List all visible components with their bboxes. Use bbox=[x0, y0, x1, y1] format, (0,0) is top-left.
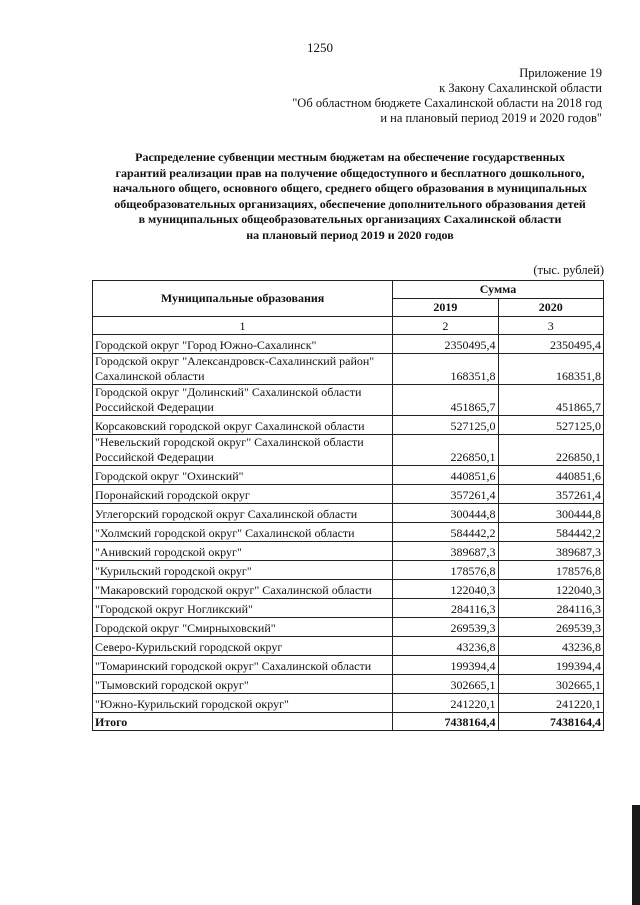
table-row bbox=[93, 675, 604, 694]
title-line: начального общего, основного общего, среднего общего образования в муниципальных bbox=[112, 181, 587, 196]
page-number: 1250 bbox=[307, 40, 333, 55]
table-row bbox=[93, 523, 604, 542]
amount-2019-cell: 168351,8 bbox=[393, 354, 498, 385]
title-line: на плановый период 2019 и 2020 годов bbox=[246, 227, 454, 242]
amount-2019-cell: 584442,2 bbox=[393, 523, 498, 542]
amount-2020-cell: 178576,8 bbox=[498, 561, 603, 580]
municipality-cell: "Южно-Курильский городской округ" bbox=[93, 694, 393, 713]
municipality-cell: Городской округ "Город Южно-Сахалинск" bbox=[93, 335, 393, 354]
total-row bbox=[93, 713, 604, 731]
table-row bbox=[93, 599, 604, 618]
municipality-cell: Городской округ "Долинский" Сахалинской области Российской Федерации bbox=[93, 385, 393, 416]
amount-2019-cell: 199394,4 bbox=[393, 656, 498, 675]
appendix-line: Приложение 19 bbox=[519, 66, 602, 80]
municipality-cell: "Городской округ Ногликский" bbox=[93, 599, 393, 618]
municipality-cell: Углегорский городской округ Сахалинской области bbox=[93, 504, 393, 523]
amount-2019-cell: 440851,6 bbox=[393, 466, 498, 485]
table-row bbox=[93, 435, 604, 466]
municipality-cell: Городской округ "Смирныховский" bbox=[93, 618, 393, 637]
amount-2020-cell: 269539,3 bbox=[498, 618, 603, 637]
document-title bbox=[90, 150, 610, 244]
table-row bbox=[93, 618, 604, 637]
total-2019: 7438164,4 bbox=[393, 713, 498, 731]
amount-2019-cell: 269539,3 bbox=[393, 618, 498, 637]
municipality-cell: Городской округ "Охинский" bbox=[93, 466, 393, 485]
amount-2020-cell: 122040,3 bbox=[498, 580, 603, 599]
total-label: Итого bbox=[93, 713, 393, 731]
header-year-2019: 2019 bbox=[393, 299, 498, 317]
amount-2020-cell: 168351,8 bbox=[498, 354, 603, 385]
amount-2020-cell: 241220,1 bbox=[498, 694, 603, 713]
scan-edge-mark bbox=[632, 805, 640, 905]
amount-2020-cell: 451865,7 bbox=[498, 385, 603, 416]
amount-2019-cell: 122040,3 bbox=[393, 580, 498, 599]
table-row bbox=[93, 637, 604, 656]
municipality-cell: Поронайский городской округ bbox=[93, 485, 393, 504]
amount-2019-cell: 226850,1 bbox=[393, 435, 498, 466]
appendix-line: и на плановый период 2019 и 2020 годов" bbox=[380, 111, 602, 125]
table-row bbox=[93, 466, 604, 485]
municipality-cell: "Анивский городской округ" bbox=[93, 542, 393, 561]
table-row bbox=[93, 504, 604, 523]
municipality-cell: "Невельский городской округ" Сахалинской области Российской Федерации bbox=[93, 435, 393, 466]
table-row bbox=[93, 354, 604, 385]
title-line: Распределение субвенции местным бюджетам на обеспечение государственных bbox=[135, 150, 565, 164]
title-line: в муниципальных общеобразовательных организациях Сахалинской области bbox=[138, 212, 562, 227]
appendix-line: "Об областном бюджете Сахалинской области на 2018 год bbox=[292, 96, 602, 110]
column-index: 3 bbox=[498, 317, 603, 335]
amount-2020-cell: 440851,6 bbox=[498, 466, 603, 485]
amount-2020-cell: 284116,3 bbox=[498, 599, 603, 618]
header-municipality: Муниципальные образования bbox=[93, 281, 393, 317]
municipality-cell: Городской округ "Александровск-Сахалинский район" Сахалинской области bbox=[93, 354, 393, 385]
amount-2020-cell: 357261,4 bbox=[498, 485, 603, 504]
table-row bbox=[93, 542, 604, 561]
municipality-cell: Корсаковский городской округ Сахалинской области bbox=[93, 416, 393, 435]
appendix-reference bbox=[292, 66, 602, 126]
municipality-cell: "Макаровский городской округ" Сахалинской области bbox=[93, 580, 393, 599]
amount-2020-cell: 584442,2 bbox=[498, 523, 603, 542]
column-index: 2 bbox=[393, 317, 498, 335]
amount-2019-cell: 302665,1 bbox=[393, 675, 498, 694]
amount-2020-cell: 226850,1 bbox=[498, 435, 603, 466]
amount-2019-cell: 451865,7 bbox=[393, 385, 498, 416]
amount-2020-cell: 389687,3 bbox=[498, 542, 603, 561]
amount-2019-cell: 178576,8 bbox=[393, 561, 498, 580]
amount-2019-cell: 284116,3 bbox=[393, 599, 498, 618]
column-index: 1 bbox=[93, 317, 393, 335]
subvention-table bbox=[92, 280, 604, 731]
column-index-row bbox=[93, 317, 604, 335]
table-row bbox=[93, 335, 604, 354]
amount-2019-cell: 357261,4 bbox=[393, 485, 498, 504]
table-body bbox=[93, 317, 604, 731]
title-line: общеобразовательных организациях, обеспечение дополнительного образования детей bbox=[114, 196, 586, 211]
header-sum: Сумма bbox=[393, 281, 604, 299]
title-line: гарантий реализации прав на получение общедоступного и бесплатного дошкольного, bbox=[115, 165, 585, 180]
table-row bbox=[93, 485, 604, 504]
appendix-line: к Закону Сахалинской области bbox=[439, 81, 602, 95]
amount-2019-cell: 389687,3 bbox=[393, 542, 498, 561]
amount-2020-cell: 199394,4 bbox=[498, 656, 603, 675]
amount-2019-cell: 2350495,4 bbox=[393, 335, 498, 354]
table-row bbox=[93, 694, 604, 713]
units-label: (тыс. рублей) bbox=[533, 263, 604, 277]
table-row bbox=[93, 656, 604, 675]
total-2020: 7438164,4 bbox=[498, 713, 603, 731]
municipality-cell: "Курильский городской округ" bbox=[93, 561, 393, 580]
table-row bbox=[93, 561, 604, 580]
table-row bbox=[93, 385, 604, 416]
amount-2019-cell: 527125,0 bbox=[393, 416, 498, 435]
municipality-cell: "Томаринский городской округ" Сахалинской области bbox=[93, 656, 393, 675]
table-row bbox=[93, 416, 604, 435]
amount-2020-cell: 2350495,4 bbox=[498, 335, 603, 354]
amount-2020-cell: 43236,8 bbox=[498, 637, 603, 656]
municipality-cell: "Холмский городской округ" Сахалинской области bbox=[93, 523, 393, 542]
amount-2020-cell: 300444,8 bbox=[498, 504, 603, 523]
municipality-cell: "Тымовский городской округ" bbox=[93, 675, 393, 694]
amount-2019-cell: 300444,8 bbox=[393, 504, 498, 523]
amount-2020-cell: 527125,0 bbox=[498, 416, 603, 435]
amount-2019-cell: 43236,8 bbox=[393, 637, 498, 656]
amount-2020-cell: 302665,1 bbox=[498, 675, 603, 694]
table-row bbox=[93, 580, 604, 599]
amount-2019-cell: 241220,1 bbox=[393, 694, 498, 713]
table-header-row bbox=[93, 281, 604, 299]
header-year-2020: 2020 bbox=[498, 299, 603, 317]
municipality-cell: Северо-Курильский городской округ bbox=[93, 637, 393, 656]
